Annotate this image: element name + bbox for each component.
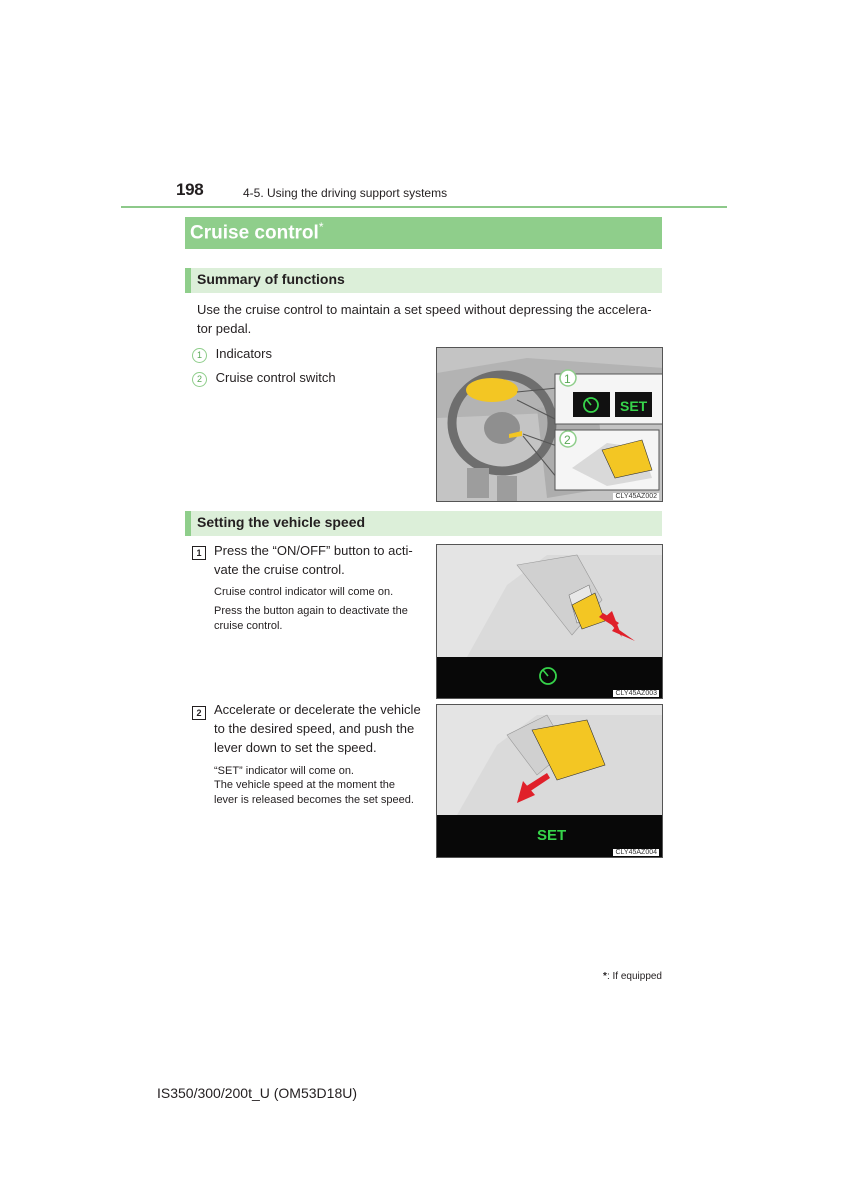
fig-callout-1: 1 bbox=[564, 372, 571, 386]
summary-item bbox=[192, 368, 336, 387]
figure-code: CLY45AZ003 bbox=[615, 690, 657, 697]
step1-note1: Cruise control indicator will come on. bbox=[214, 586, 394, 598]
step2-figure bbox=[436, 704, 663, 858]
item-label: Cruise control switch bbox=[215, 370, 336, 385]
step2-text: Accelerate or decelerate the vehicle to the desired speed, and push the lever down to set the speed. bbox=[214, 702, 421, 755]
figure-code: CLY45AZ002 bbox=[615, 493, 657, 500]
figure-code: CLY45AZ004 bbox=[615, 849, 657, 856]
section-title: Cruise control* bbox=[190, 220, 324, 244]
summary-heading-bar bbox=[185, 268, 662, 293]
running-header: 4-5. Using the driving support systems bbox=[243, 186, 448, 200]
setting-heading-bar bbox=[185, 511, 662, 536]
step-number-badge: 1 bbox=[192, 543, 206, 561]
summary-heading: Summary of functions bbox=[197, 271, 345, 287]
step1-figure bbox=[436, 544, 663, 699]
summary-item bbox=[192, 344, 272, 363]
footnote-text: : If equipped bbox=[606, 971, 662, 982]
step-number-badge: 2 bbox=[192, 703, 206, 721]
interior-illustration bbox=[437, 348, 663, 502]
fig-callout-2: 2 bbox=[564, 433, 571, 447]
step2-note1: “SET” indicator will come on. bbox=[214, 765, 354, 777]
interior-overview-figure bbox=[436, 347, 663, 502]
item-label: Indicators bbox=[215, 346, 272, 361]
summary-intro-line1: Use the cruise control to maintain a set speed without depressing the accelera- bbox=[197, 302, 652, 317]
display-set-text: SET bbox=[537, 827, 567, 844]
item-number-badge: 2 bbox=[192, 372, 207, 387]
section-title-bar bbox=[185, 217, 662, 249]
summary-intro-line2: tor pedal. bbox=[197, 321, 252, 336]
footnote bbox=[560, 971, 662, 982]
setting-heading: Setting the vehicle speed bbox=[197, 514, 366, 530]
step1-text: Press the “ON/OFF” button to acti- vate the cruise control. bbox=[214, 543, 413, 577]
footer-model: IS350/300/200t_U (OM53D18U) bbox=[157, 1085, 357, 1101]
page-number: 198 bbox=[176, 180, 204, 199]
fig-set-label: SET bbox=[620, 398, 648, 414]
step2-note2: The vehicle speed at the moment the lever is released becomes the set speed. bbox=[214, 779, 414, 806]
item-number-badge: 1 bbox=[192, 348, 207, 363]
header-rule bbox=[121, 206, 727, 208]
footnote-mark: * bbox=[603, 971, 607, 982]
equipped-mark: * bbox=[318, 220, 324, 234]
step1-note2: Press the button again to deactivate the cruise control. bbox=[214, 605, 408, 632]
